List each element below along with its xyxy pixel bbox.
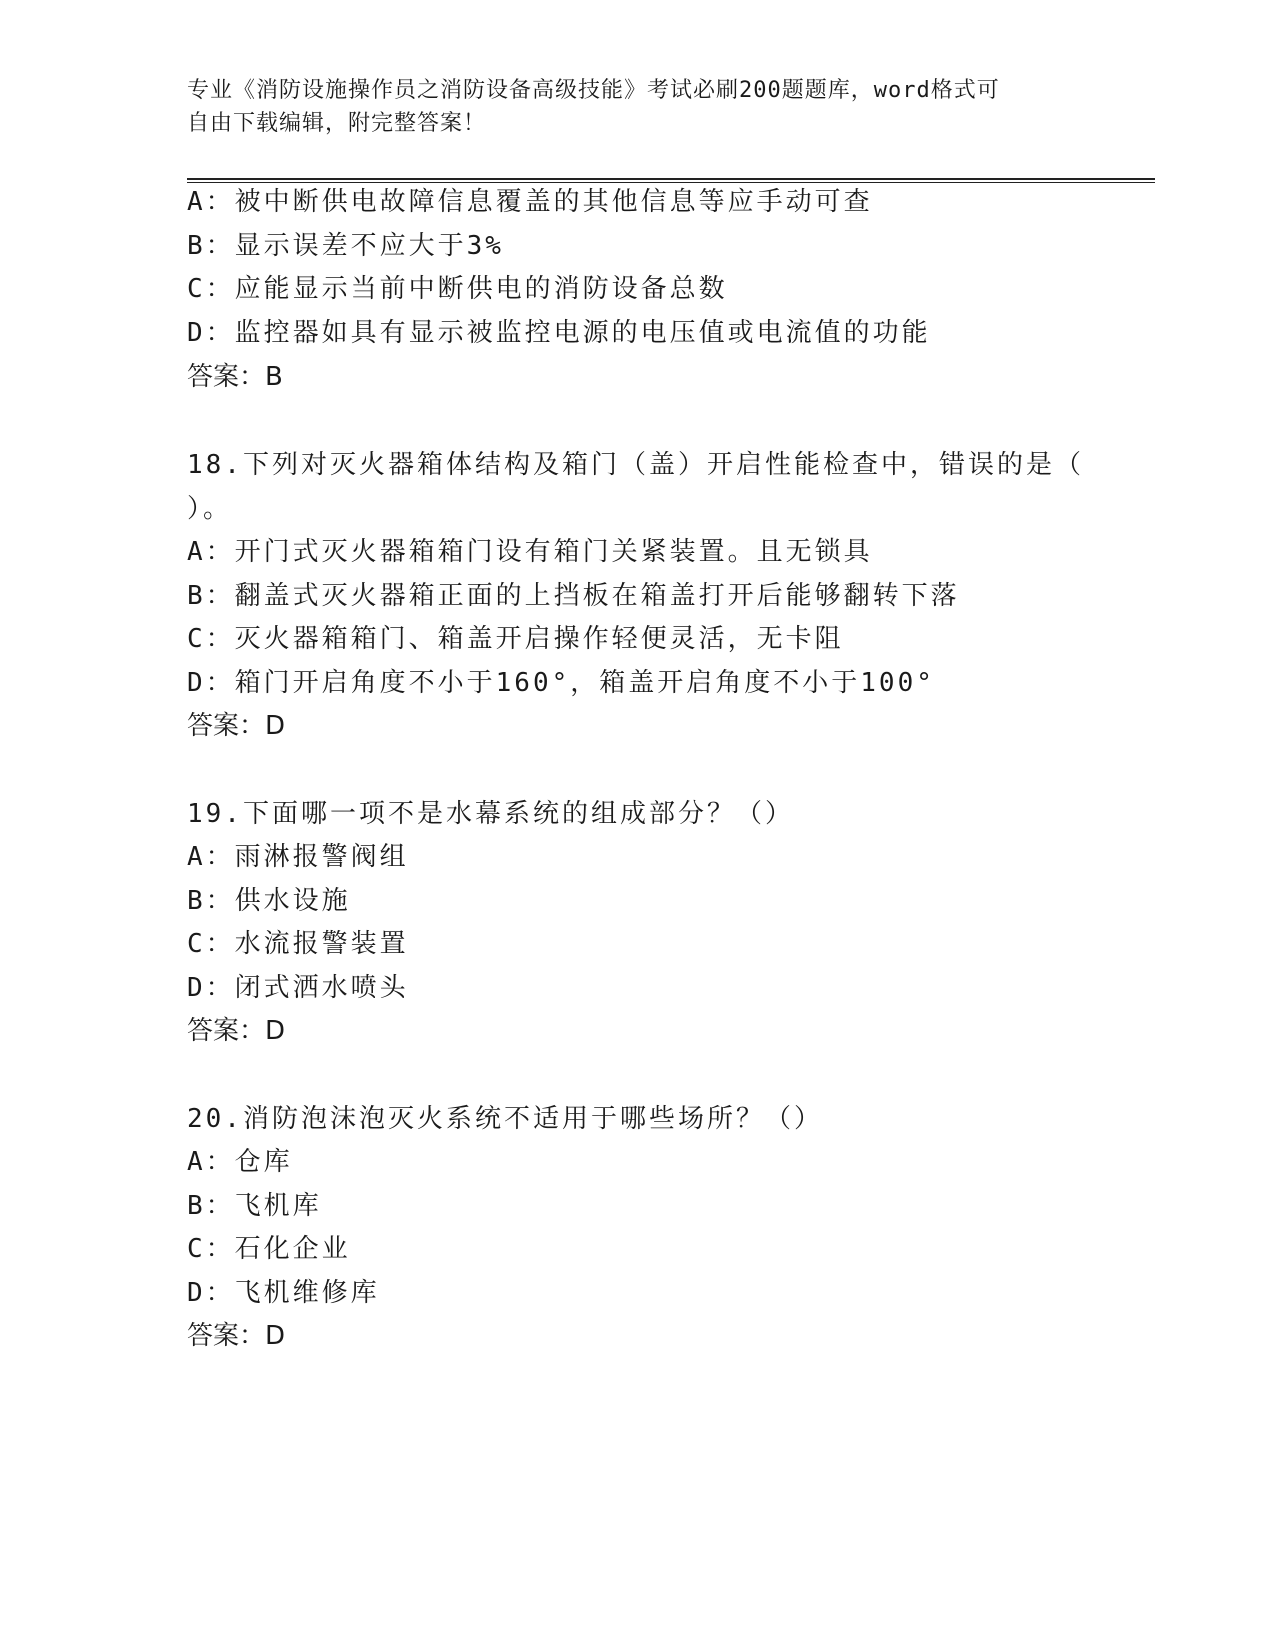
q18-option-d: D：箱门开启角度不小于160°，箱盖开启角度不小于100° [187,668,935,698]
q17-answer: 答案：B [187,362,283,392]
q19-option-a: A：雨淋报警阀组 [187,842,409,872]
q19-option-d: D：闭式洒水喷头 [187,973,409,1003]
header-line-2: 自由下载编辑，附完整答案！ [187,111,487,136]
q20-question: 20.消防泡沫泡灭火系统不适用于哪些场所？（） [187,1104,823,1134]
q18-question-line-2: ）。 [187,494,233,524]
q19-answer: 答案：D [187,1016,286,1046]
q17-option-b: B：显示误差不应大于3% [187,231,504,261]
q19-option-c: C：水流报警装置 [187,929,409,959]
header-line-1: 专业《消防设施操作员之消防设备高级技能》考试必刷200题题库，word格式可 [187,78,1000,103]
q18-option-b: B：翻盖式灭火器箱正面的上挡板在箱盖打开后能够翻转下落 [187,581,960,611]
q20-option-c: C：石化企业 [187,1234,351,1264]
q20-option-b: B：飞机库 [187,1191,322,1221]
header-divider [187,178,1155,183]
q19-question: 19.下面哪一项不是水幕系统的组成部分？（） [187,799,794,829]
q18-question-line-1: 18.下列对灭火器箱体结构及箱门（盖）开启性能检查中，错误的是（ [187,450,1084,480]
q18-option-a: A：开门式灭火器箱箱门设有箱门关紧装置。且无锁具 [187,537,873,567]
q20-option-d: D：飞机维修库 [187,1278,380,1308]
document-header [187,74,1067,140]
q20-answer: 答案：D [187,1321,286,1351]
q18-option-c: C：灭火器箱箱门、箱盖开启操作轻便灵活，无卡阻 [187,624,844,654]
q19-option-b: B：供水设施 [187,886,351,916]
q17-option-a: A：被中断供电故障信息覆盖的其他信息等应手动可查 [187,187,873,217]
q20-option-a: A：仓库 [187,1147,293,1177]
q17-option-d: D：监控器如具有显示被监控电源的电压值或电流值的功能 [187,318,931,348]
q18-answer: 答案：D [187,711,286,741]
q17-option-c: C：应能显示当前中断供电的消防设备总数 [187,274,728,304]
